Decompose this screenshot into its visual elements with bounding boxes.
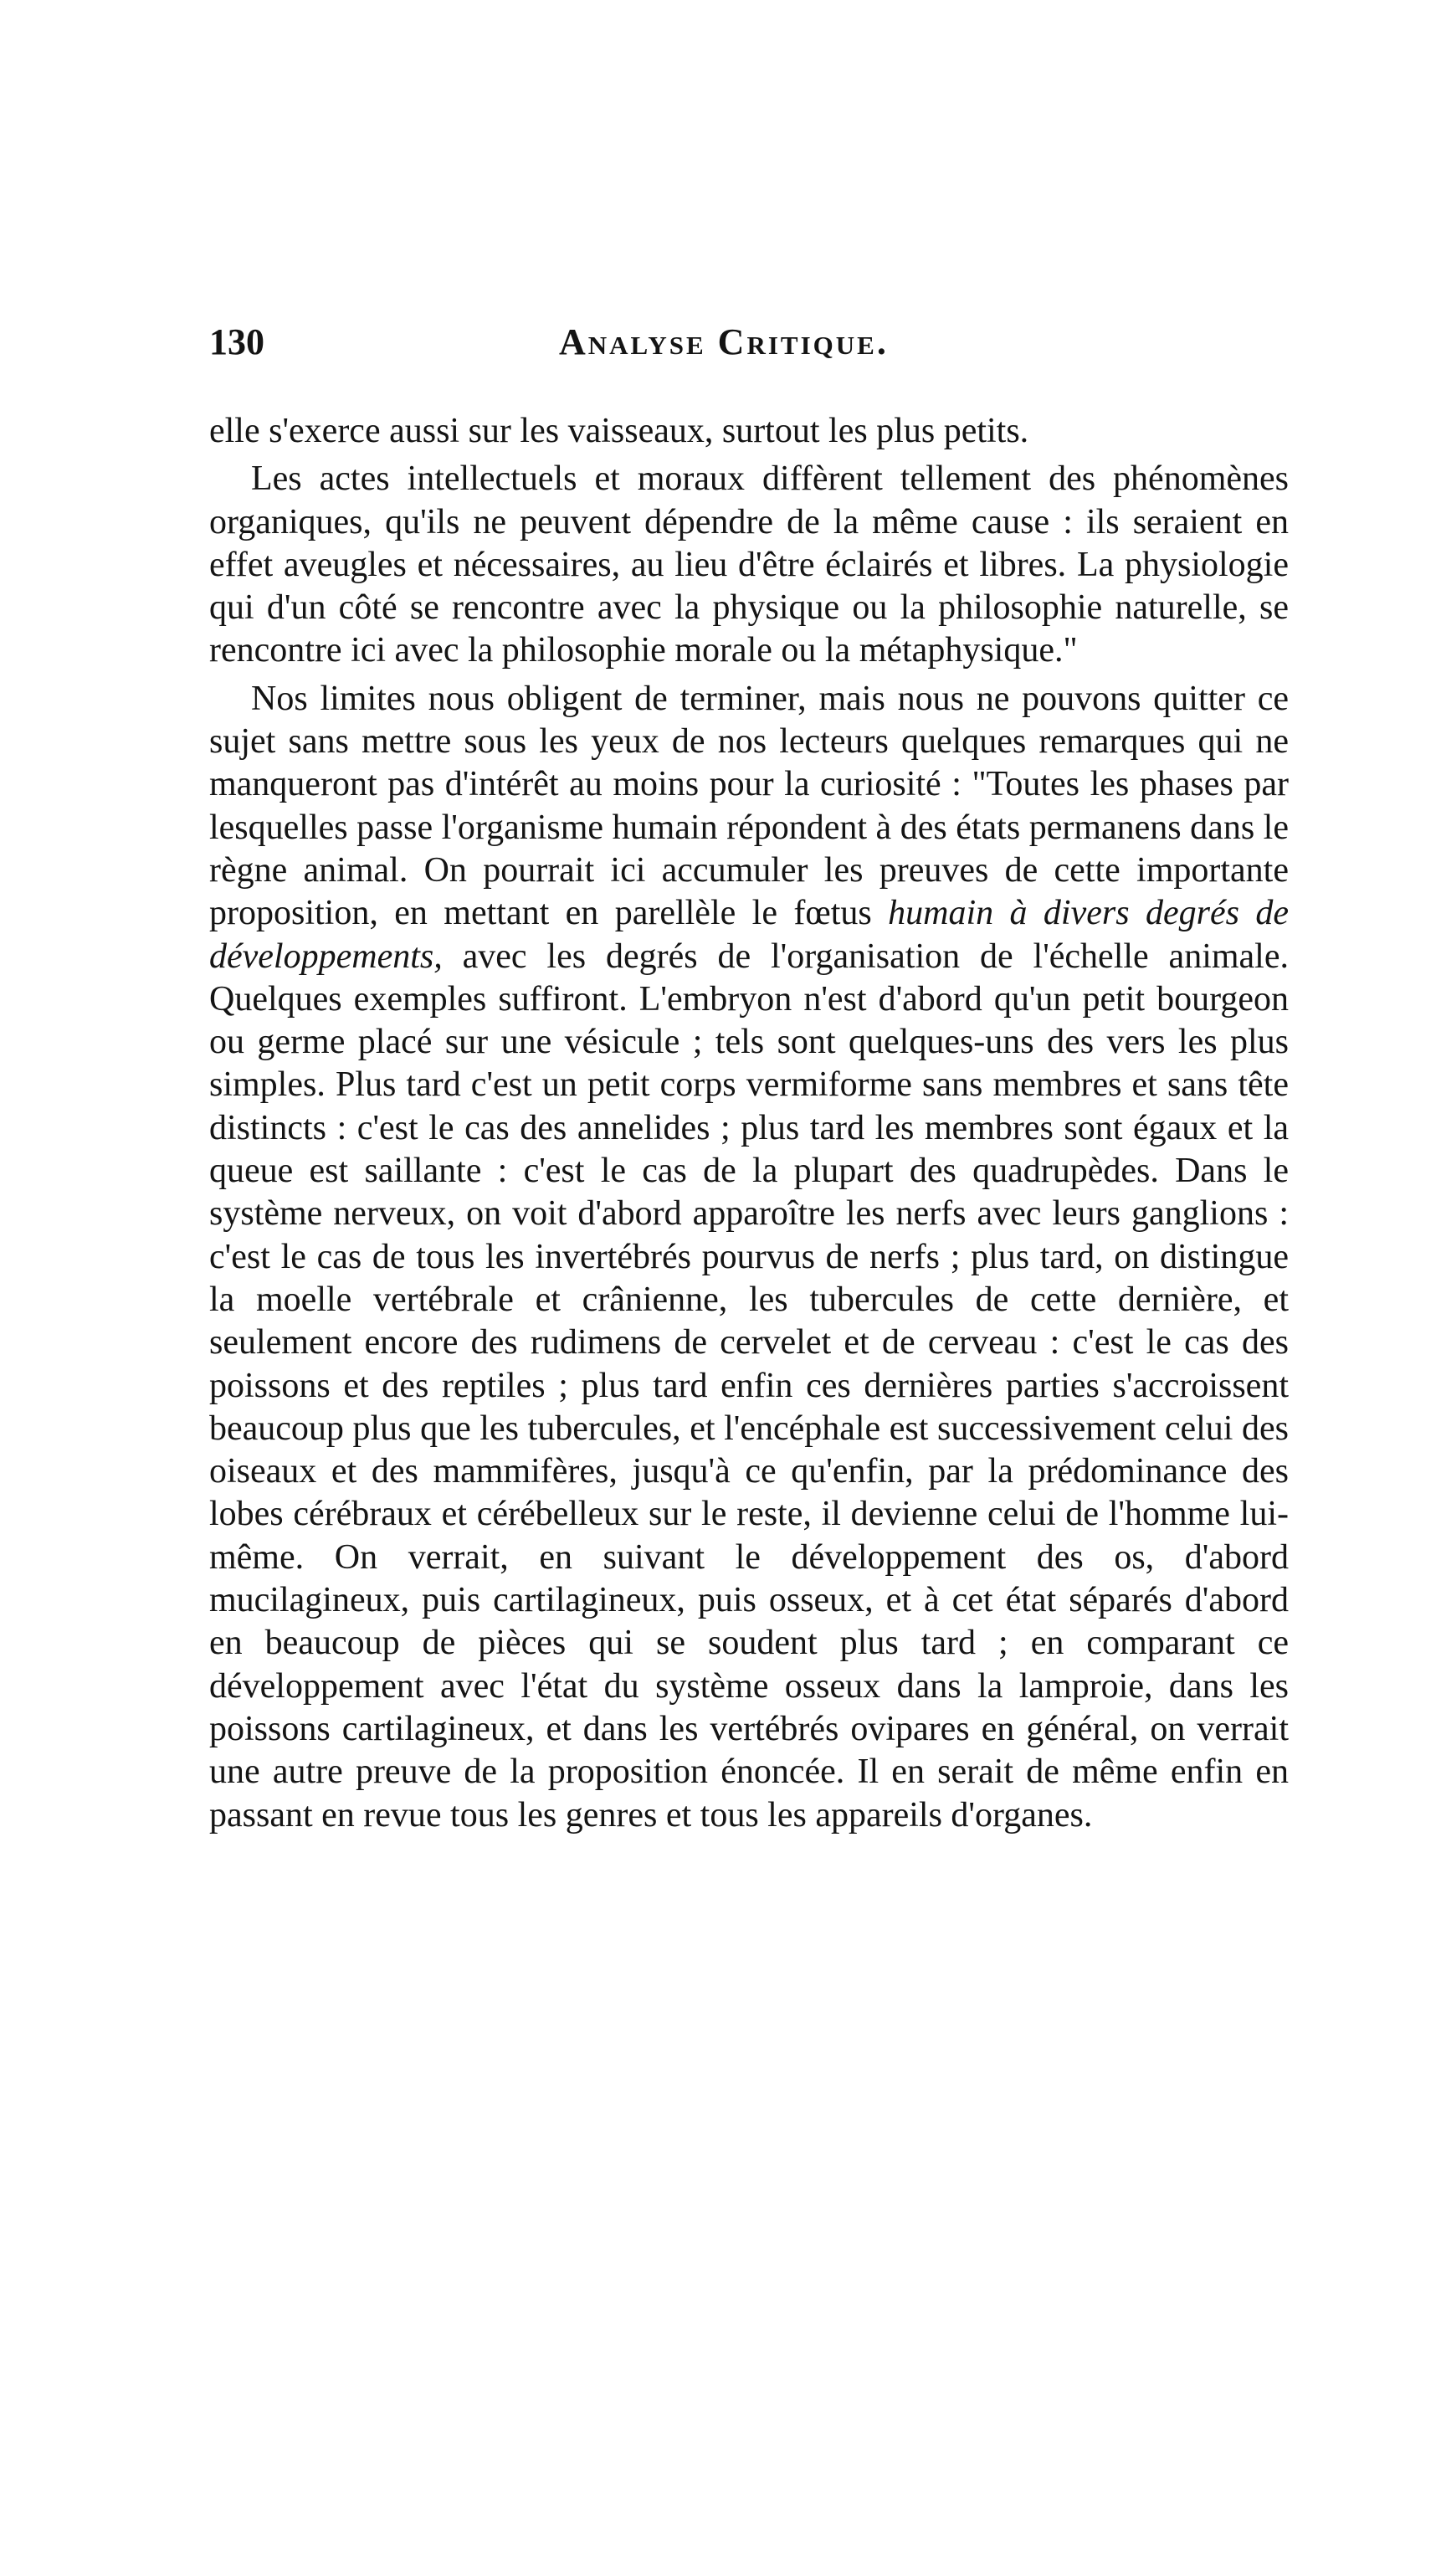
running-head: Analyse Critique. <box>559 321 889 362</box>
paragraph-text-part-2: avec les degrés de l'organisation de l'échelle animale. Quelques exemples suffiront. L'embryon n'est d'abord qu'un petit bourgeon ou germe placé sur une vésicule ; tels sont quelques-uns des vers les plus simples. Plus tard c'est un petit corps vermiforme sans membres et sans tête distincts : c'est le cas des annelides ; plus tard les membres sont égaux et la queue est saillante : c'est le cas de la plupart des quadrupèdes. Dans le système nerveux, on voit d'abord apparoître les nerfs avec leurs ganglions : c'est le cas de tous les invertébrés pourvus de nerfs ; plus tard, on distingue la moelle vertébrale et crânienne, les tubercules de cette dernière, et seulement encore des rudimens de cervelet et de cerveau : c'est le cas des poissons et des reptiles ; plus tard enfin ces dernières parties s'accroissent beaucoup plus que les tubercules, et l'encéphale est successivement celui des oiseaux et des mammifères, jusqu'à ce qu'enfin, par la prédominance des lobes cérébraux et cérébelleux sur le reste, il devienne celui de l'homme lui-même. On verrait, en suivant le développement des os, d'abord mucilagineux, puis cartilagineux, puis osseux, et à cet état séparés d'abord en beaucoup de pièces qui se soudent plus tard ; en comparant ce développement avec l'état du système osseux dans la lamproie, dans les poissons cartilagineux, et dans les vertébrés ovipares en général, on verrait une autre preuve de la proposition énoncée. Il en serait de même enfin en passant en revue tous les genres et tous les appareils d'organes. <box>209 936 1289 1835</box>
paragraph-actes-intellectuels <box>209 458 1289 672</box>
paragraph-continuation <box>209 410 1289 453</box>
paragraph-text-part-1: Nos limites nous obligent de terminer, mais nous ne pouvons quitter ce sujet sans mettre sous les yeux de nos lecteurs quelques remarques qui ne manqueront pas d'intérêt au moins pour la curiosité : "Toutes les phases par lesquelles passe l'organisme humain répondent à des états permanens dans le règne animal. On pourrait ici accumuler les preuves de cette importante proposition, en mettant en parellèle le fœtus <box>209 679 1289 933</box>
body-text <box>209 410 1289 1837</box>
paragraph-text-italic: humain à divers degrés de développements, <box>209 894 1290 976</box>
paragraph-text: elle s'exerce aussi sur les vaisseaux, surtout les plus petits. <box>209 412 1029 450</box>
page-header <box>209 313 1289 372</box>
paragraph-nos-limites <box>209 678 1289 1837</box>
paragraph-text: Les actes intellectuels et moraux diffèrent tellement des phénomènes organiques, qu'ils ne peuvent dépendre de la même cause : ils seraient en effet aveugles et nécessaires, au lieu d'être éclairés et libres. La physiologie qui d'un côté se rencontre avec la physique ou la philosophie naturelle, se rencontre ici avec la philosophie morale ou la métaphysique." <box>209 459 1289 670</box>
page-number: 130 <box>209 321 264 362</box>
